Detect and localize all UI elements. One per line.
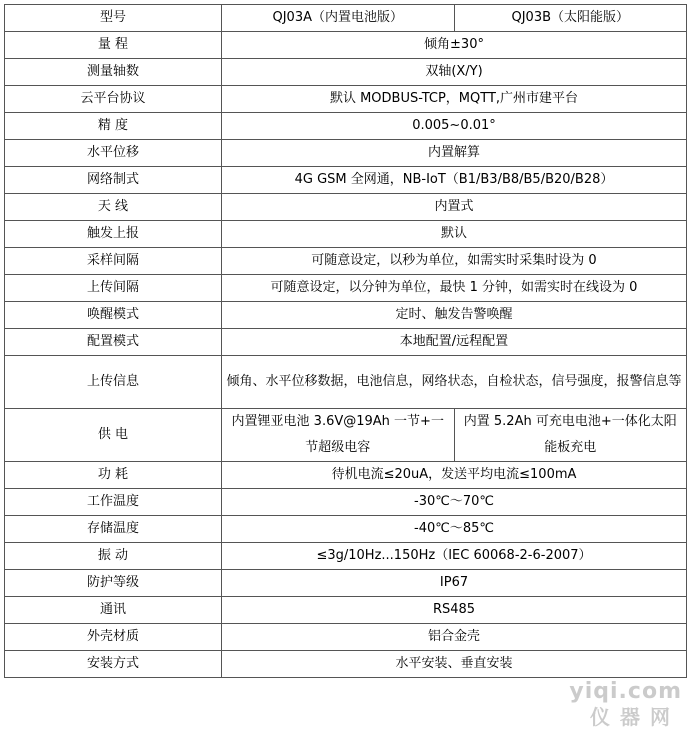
row-value: 内置式 — [222, 194, 687, 221]
row-value: 0.005~0.01° — [222, 113, 687, 140]
row-label: 工作温度 — [5, 489, 222, 516]
table-row — [5, 32, 687, 59]
row-value: -30℃～70℃ — [222, 489, 687, 516]
row-value: 可随意设定，以秒为单位，如需实时采集时设为 0 — [222, 248, 687, 275]
table-header-row — [5, 5, 687, 32]
site-watermark — [569, 679, 688, 729]
table-row — [5, 113, 687, 140]
row-label: 水平位移 — [5, 140, 222, 167]
table-row — [5, 167, 687, 194]
power-model-a: 内置锂亚电池 3.6V@19Ah 一节+一节超级电容 — [222, 409, 455, 462]
row-label: 防护等级 — [5, 570, 222, 597]
table-row — [5, 356, 687, 409]
row-label: 天 线 — [5, 194, 222, 221]
row-label: 精 度 — [5, 113, 222, 140]
power-row — [5, 409, 687, 462]
watermark-line-2: 仪器网 — [590, 705, 680, 729]
table-row — [5, 543, 687, 570]
row-value: RS485 — [222, 597, 687, 624]
power-label: 供 电 — [5, 409, 222, 462]
row-label: 采样间隔 — [5, 248, 222, 275]
header-model-b: QJ03B（太阳能版） — [454, 5, 687, 32]
row-label: 存储温度 — [5, 516, 222, 543]
table-row — [5, 194, 687, 221]
table-row — [5, 302, 687, 329]
row-value: 可随意设定，以分钟为单位，最快 1 分钟，如需实时在线设为 0 — [222, 275, 687, 302]
row-value: 内置解算 — [222, 140, 687, 167]
header-model-a: QJ03A（内置电池版） — [222, 5, 455, 32]
row-value: IP67 — [222, 570, 687, 597]
table-row — [5, 86, 687, 113]
row-value: -40℃～85℃ — [222, 516, 687, 543]
table-row — [5, 624, 687, 651]
row-label: 网络制式 — [5, 167, 222, 194]
row-value: 倾角、水平位移数据，电池信息，网络状态，自检状态，信号强度，报警信息等 — [222, 356, 687, 409]
row-value: 水平安装、垂直安装 — [222, 651, 687, 678]
table-row — [5, 248, 687, 275]
row-value: 4G GSM 全网通，NB-IoT（B1/B3/B8/B5/B20/B28） — [222, 167, 687, 194]
table-row — [5, 59, 687, 86]
table-row — [5, 489, 687, 516]
table-row — [5, 516, 687, 543]
table-row — [5, 462, 687, 489]
row-value: 定时、触发告警唤醒 — [222, 302, 687, 329]
table-row — [5, 651, 687, 678]
row-label: 唤醒模式 — [5, 302, 222, 329]
row-label: 上传信息 — [5, 356, 222, 409]
row-value: 铝合金壳 — [222, 624, 687, 651]
row-label: 触发上报 — [5, 221, 222, 248]
row-label: 配置模式 — [5, 329, 222, 356]
table-row — [5, 221, 687, 248]
row-value: 本地配置/远程配置 — [222, 329, 687, 356]
table-row — [5, 597, 687, 624]
watermark-line-1: yiqi.com — [569, 679, 682, 704]
row-label: 上传间隔 — [5, 275, 222, 302]
table-row — [5, 329, 687, 356]
row-value: 倾角±30° — [222, 32, 687, 59]
row-value: 双轴(X/Y) — [222, 59, 687, 86]
power-model-b: 内置 5.2Ah 可充电电池+一体化太阳能板充电 — [454, 409, 687, 462]
row-label: 安装方式 — [5, 651, 222, 678]
header-label: 型号 — [5, 5, 222, 32]
table-row — [5, 275, 687, 302]
table-row — [5, 140, 687, 167]
row-label: 通讯 — [5, 597, 222, 624]
row-label: 量 程 — [5, 32, 222, 59]
row-value: ≤3g/10Hz...150Hz（IEC 60068-2-6-2007） — [222, 543, 687, 570]
row-label: 云平台协议 — [5, 86, 222, 113]
row-label: 振 动 — [5, 543, 222, 570]
row-value: 默认 MODBUS-TCP，MQTT,广州市建平台 — [222, 86, 687, 113]
row-label: 测量轴数 — [5, 59, 222, 86]
row-value: 默认 — [222, 221, 687, 248]
table-row — [5, 570, 687, 597]
row-label: 功 耗 — [5, 462, 222, 489]
row-value: 待机电流≤20uA，发送平均电流≤100mA — [222, 462, 687, 489]
spec-table — [4, 4, 687, 678]
row-label: 外壳材质 — [5, 624, 222, 651]
